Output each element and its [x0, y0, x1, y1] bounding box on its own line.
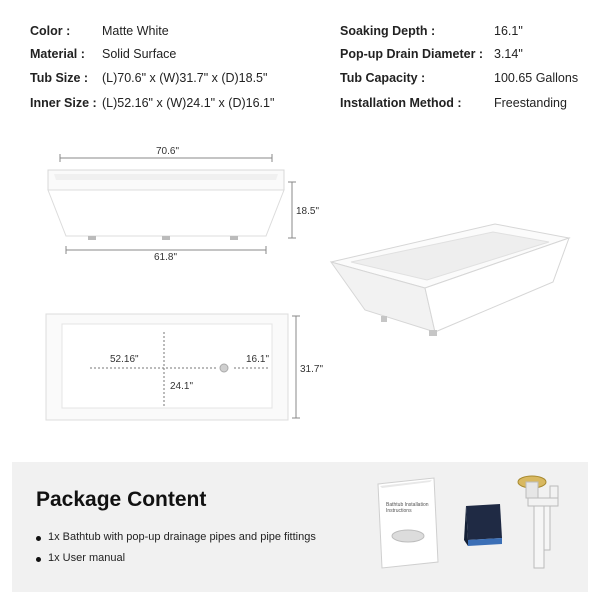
spec-material-label: Material :: [30, 47, 85, 61]
spec-soaking-depth: Soaking Depth :: [340, 24, 436, 38]
spec-inner-size: [30, 96, 97, 110]
dim-bottom-length: 61.8": [154, 252, 178, 263]
spec-color: [30, 24, 70, 38]
spec-color-value: Matte White: [102, 24, 169, 38]
spec-inner-size-value: (L)52.16" x (W)24.1" x (D)16.1": [102, 96, 275, 110]
tub-top-view: [40, 310, 310, 430]
spec-installation-value: Freestanding: [494, 96, 567, 110]
bullet-icon: [36, 536, 41, 541]
manual-illustration: [372, 474, 442, 570]
spec-material: [30, 47, 85, 61]
manual-title-text: Bathtub Installation Instructions: [386, 502, 429, 514]
dim-inner-depth: 16.1": [246, 354, 270, 365]
package-item-manual: 1x User manual: [48, 552, 126, 564]
spec-color-label: Color :: [30, 24, 71, 38]
spec-tub-capacity: Tub Capacity :: [340, 71, 426, 85]
spec-installation: Installation Method :: [340, 96, 462, 110]
spec-tub-capacity-value: 100.65 Gallons: [494, 71, 579, 85]
dim-width: 31.7": [300, 364, 324, 375]
package-item-bathtub: 1x Bathtub with pop-up drainage pipes and pipe fittings: [48, 531, 316, 543]
dim-top-length: 70.6": [156, 146, 180, 157]
dim-height: 18.5": [296, 206, 320, 217]
bullet-icon: [36, 557, 41, 562]
dim-inner-length: 52.16": [110, 354, 139, 365]
spec-inner-size-label: Inner Size :: [30, 96, 97, 110]
package-title: Package Content: [36, 488, 207, 511]
dim-inner-width: 24.1": [170, 381, 194, 392]
spec-tub-size-value: (L)70.6" x (W)31.7" x (D)18.5": [102, 71, 268, 85]
sponge-illustration: [458, 500, 508, 550]
drain-assembly-illustration: [510, 472, 574, 582]
spec-drain-diameter: Pop-up Drain Diameter :: [340, 47, 484, 61]
spec-drain-diameter-value: 3.14": [494, 47, 523, 61]
tub-3d-view: [325, 218, 575, 340]
spec-soaking-depth-value: 16.1": [494, 24, 523, 38]
spec-tub-size: [30, 71, 88, 85]
spec-tub-size-label: Tub Size :: [30, 71, 89, 85]
spec-material-value: Solid Surface: [102, 47, 177, 61]
